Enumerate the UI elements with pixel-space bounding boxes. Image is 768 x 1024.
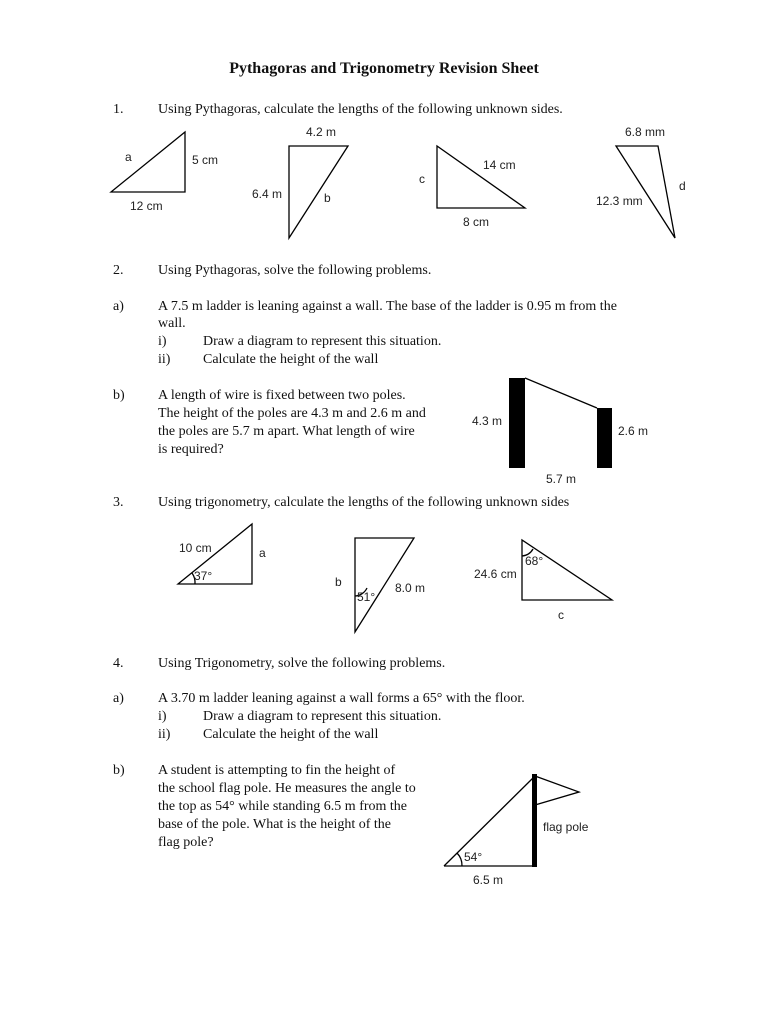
q1-t4-label-123mm: 12.3 mm	[596, 194, 643, 208]
q2a-ii-label: ii)	[158, 352, 171, 367]
q2a-label: a)	[113, 299, 124, 314]
q1-t2-label-64m: 6.4 m	[252, 187, 283, 201]
q1-t1-label-5cm: 5 cm	[192, 153, 219, 167]
left-pole-label: 4.3 m	[472, 414, 503, 428]
q2-text: Using Pythagoras, solve the following problems.	[158, 263, 432, 278]
q3-number: 3.	[113, 495, 124, 510]
q3-t2-label-b: b	[335, 575, 342, 589]
distance-label: 5.7 m	[546, 472, 577, 486]
hypotenuse-line	[444, 776, 535, 866]
q4a-text: A 3.70 m ladder leaning against a wall forms a 65° with the floor.	[158, 691, 525, 706]
q3-triangle-c	[522, 540, 612, 600]
q4b-line3: the top as 54° while standing 6.5 m from the	[158, 799, 408, 814]
q3-t3-label-c: c	[558, 608, 564, 622]
q4-angle-label: 54°	[464, 850, 483, 864]
q2b-label: b)	[113, 388, 125, 403]
q2b-line2: The height of the poles are 4.3 m and 2.6 m and	[158, 406, 426, 421]
q3-t1-label-10cm: 10 cm	[179, 541, 212, 555]
q3-t1-label-a: a	[259, 546, 266, 560]
q4a-i-label: i)	[158, 709, 167, 724]
q1-text: Using Pythagoras, calculate the lengths of the following unknown sides.	[158, 102, 563, 117]
q4-text: Using Trigonometry, solve the following problems.	[158, 656, 446, 671]
right-pole-label: 2.6 m	[618, 424, 649, 438]
q1-triangle-c	[437, 146, 525, 208]
q4a-ii-text: Calculate the height of the wall	[203, 727, 379, 742]
q1-triangle-b	[289, 146, 348, 238]
q4a-ii-label: ii)	[158, 727, 171, 742]
q4a-i-text: Draw a diagram to represent this situation.	[203, 709, 442, 724]
flag-pole-label: flag pole	[543, 820, 589, 834]
q2b-line3: the poles are 5.7 m apart. What length of wire	[158, 424, 415, 439]
q4-base-label: 6.5 m	[473, 873, 504, 887]
q3-t3-label-246cm: 24.6 cm	[474, 567, 517, 581]
flag-pole	[532, 774, 537, 867]
q1-t2-label-b: b	[324, 191, 331, 205]
q1-t3-label-8cm: 8 cm	[463, 215, 490, 229]
q1-t1-label-12cm: 12 cm	[130, 199, 163, 213]
q2b-line1: A length of wire is fixed between two poles.	[158, 388, 406, 403]
q1-t4-label-68mm: 6.8 mm	[625, 125, 666, 139]
q3-t2-label-8m: 8.0 m	[395, 581, 426, 595]
q2a-i-label: i)	[158, 334, 167, 349]
q4a-label: a)	[113, 691, 124, 706]
q2-number: 2.	[113, 263, 124, 278]
q1-t3-label-14cm: 14 cm	[483, 158, 516, 172]
right-pole	[597, 408, 612, 468]
q1-triangle-a	[111, 132, 185, 192]
q1-t3-label-c: c	[419, 172, 425, 186]
q4b-line5: flag pole?	[158, 835, 214, 850]
left-pole	[509, 378, 525, 468]
q3-t2-label-51: 51°	[357, 590, 376, 604]
q4b-label: b)	[113, 763, 125, 778]
q3-t1-label-37: 37°	[194, 569, 213, 583]
q1-number: 1.	[113, 102, 124, 117]
q4b-line4: base of the pole. What is the height of the	[158, 817, 392, 832]
page-title: Pythagoras and Trigonometry Revision Sheet	[229, 60, 539, 77]
q1-t4-label-d: d	[679, 179, 686, 193]
q4-angle-arc	[457, 853, 462, 866]
q4b-line1: A student is attempting to fin the height of	[158, 763, 396, 778]
q3-t3-label-68: 68°	[525, 554, 544, 568]
q4b-line2: the school flag pole. He measures the angle to	[158, 781, 416, 796]
q2a-text-line2: wall.	[158, 316, 186, 331]
flag-shape	[535, 776, 579, 805]
q1-t2-label-42m: 4.2 m	[306, 125, 337, 139]
q2b-line4: is required?	[158, 442, 224, 457]
q2a-ii-text: Calculate the height of the wall	[203, 352, 379, 367]
q4-number: 4.	[113, 656, 124, 671]
q3-text: Using trigonometry, calculate the lengths of the following unknown sides	[158, 495, 570, 510]
q1-t1-label-a: a	[125, 150, 132, 164]
q2a-text-line1: A 7.5 m ladder is leaning against a wall. The base of the ladder is 0.95 m from the	[158, 299, 617, 314]
q1-triangle-d	[616, 146, 675, 238]
q2a-i-text: Draw a diagram to represent this situation.	[203, 334, 442, 349]
wire-line	[525, 378, 597, 408]
